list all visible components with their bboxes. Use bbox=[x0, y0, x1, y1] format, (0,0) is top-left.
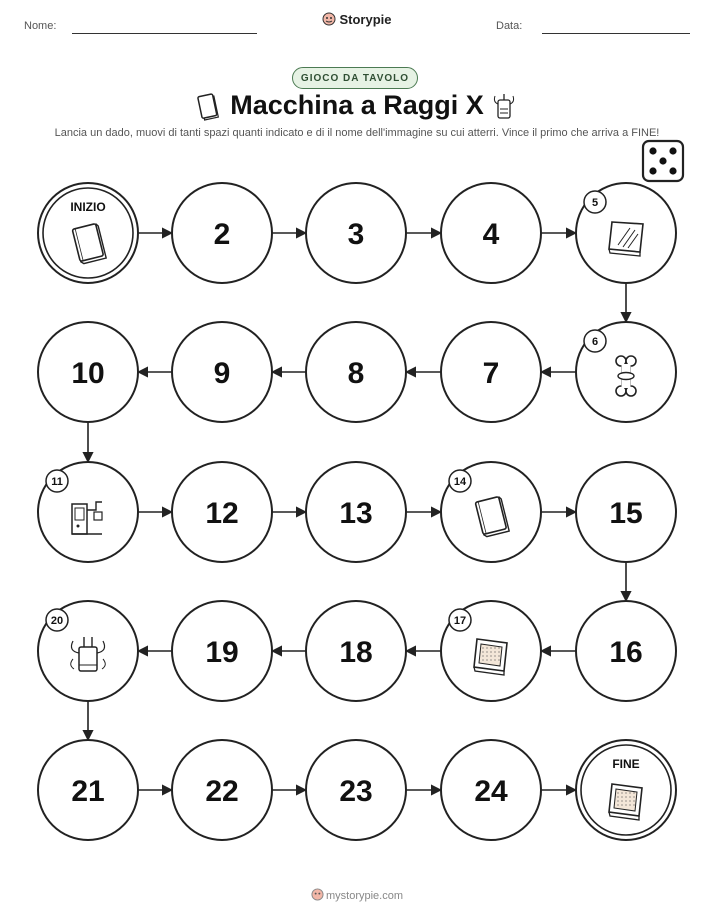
board-space-23[interactable] bbox=[306, 740, 406, 840]
board-space-21[interactable] bbox=[38, 740, 138, 840]
svg-text:17: 17 bbox=[453, 615, 467, 627]
page-title: Macchina a Raggi X bbox=[230, 90, 484, 120]
space-number: 12 bbox=[205, 497, 239, 530]
board-space-17[interactable] bbox=[441, 601, 541, 701]
space-number: 3 bbox=[347, 218, 365, 251]
space-number: 21 bbox=[71, 775, 105, 808]
instructions: Lancia un dado, muovi di tanti spazi quanti indicato e di il nome dell'immagine su cui atterri. Vince il primo che arriva a FINE! bbox=[54, 127, 660, 139]
board-space-9[interactable] bbox=[172, 322, 272, 422]
space-number: 19 bbox=[205, 636, 239, 669]
board-space-16[interactable] bbox=[576, 601, 676, 701]
board-space-5[interactable] bbox=[576, 183, 676, 283]
board-space-15[interactable] bbox=[576, 462, 676, 562]
brand-name: Storypie bbox=[339, 12, 392, 27]
board-space-8[interactable] bbox=[306, 322, 406, 422]
name-label: Nome: bbox=[24, 20, 57, 32]
space-number: 24 bbox=[474, 775, 508, 808]
space-number: 10 bbox=[71, 357, 105, 390]
space-number-badge bbox=[46, 470, 68, 492]
space-number-badge bbox=[584, 191, 606, 213]
space-number: 7 bbox=[482, 357, 500, 390]
footer-url[interactable]: mystorypie.com bbox=[325, 889, 404, 902]
finish-space[interactable] bbox=[576, 740, 676, 840]
svg-text:20: 20 bbox=[50, 615, 64, 627]
dice-icon bbox=[643, 141, 683, 181]
svg-text:11: 11 bbox=[51, 476, 63, 488]
space-number: 2 bbox=[213, 218, 231, 251]
space-number: 16 bbox=[609, 636, 643, 669]
svg-text:5: 5 bbox=[591, 197, 599, 209]
finish-label: FINE bbox=[612, 757, 640, 771]
storypie-logo-icon bbox=[311, 888, 324, 904]
space-number: 15 bbox=[609, 497, 643, 530]
board-space-22[interactable] bbox=[172, 740, 272, 840]
board-space-2[interactable] bbox=[172, 183, 272, 283]
space-number: 4 bbox=[482, 218, 500, 251]
board-space-3[interactable] bbox=[306, 183, 406, 283]
board-space-24[interactable] bbox=[441, 740, 541, 840]
board-space-11[interactable] bbox=[38, 462, 138, 562]
board-space-6[interactable] bbox=[576, 322, 676, 422]
board-space-13[interactable] bbox=[306, 462, 406, 562]
space-number: 13 bbox=[339, 497, 373, 530]
start-space[interactable] bbox=[38, 183, 138, 283]
board-space-20[interactable] bbox=[38, 601, 138, 701]
board-space-7[interactable] bbox=[441, 322, 541, 422]
svg-text:6: 6 bbox=[591, 336, 599, 348]
board-space-14[interactable] bbox=[441, 462, 541, 562]
game-badge: GIOCO DA TAVOLO bbox=[292, 67, 418, 89]
space-number: 22 bbox=[205, 775, 239, 808]
board-space-4[interactable] bbox=[441, 183, 541, 283]
space-number-badge bbox=[449, 609, 471, 631]
start-label: INIZIO bbox=[70, 200, 106, 214]
bone-icon bbox=[616, 356, 636, 396]
space-number: 18 bbox=[339, 636, 373, 669]
date-label: Data: bbox=[496, 20, 523, 32]
board-space-10[interactable] bbox=[38, 322, 138, 422]
space-number: 9 bbox=[213, 357, 231, 390]
board-space-19[interactable] bbox=[172, 601, 272, 701]
space-number: 23 bbox=[339, 775, 373, 808]
board-space-12[interactable] bbox=[172, 462, 272, 562]
space-number-badge bbox=[449, 470, 471, 492]
footer bbox=[0, 888, 714, 904]
svg-text:14: 14 bbox=[453, 476, 467, 488]
board-space-18[interactable] bbox=[306, 601, 406, 701]
space-number: 8 bbox=[347, 357, 365, 390]
space-number-badge bbox=[46, 609, 68, 631]
space-number-badge bbox=[584, 330, 606, 352]
